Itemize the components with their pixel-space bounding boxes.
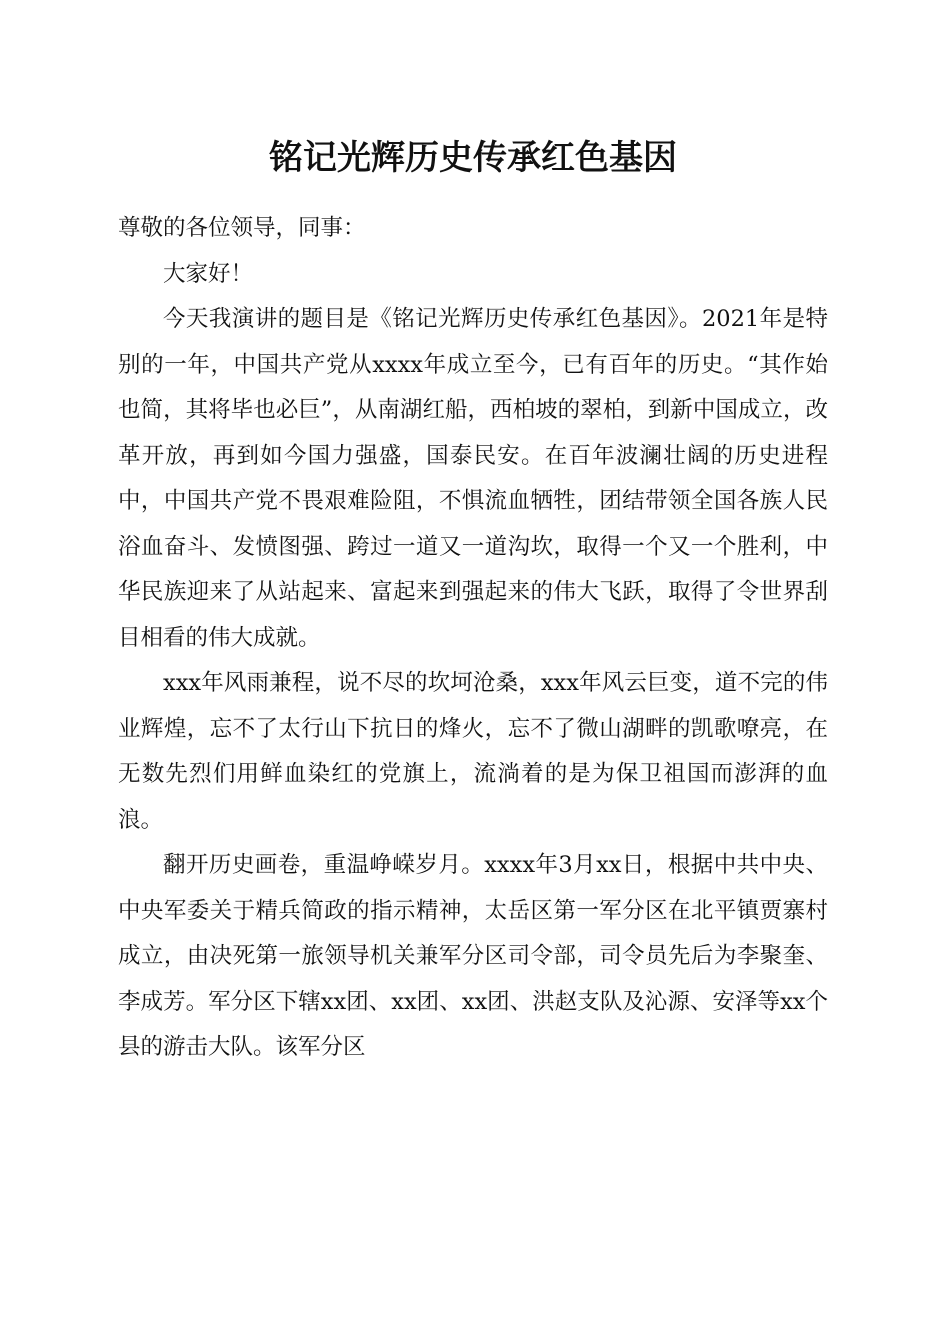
salutation: 尊敬的各位领导，同事：	[118, 215, 366, 241]
document-body	[118, 206, 828, 1071]
paragraph-greeting: 大家好！	[163, 260, 254, 287]
document-page	[118, 0, 828, 1344]
paragraph-military-district: 翻开历史画卷，重温峥嵘岁月。xxxx年3月xx日，根据中共中央、中央军委关于精兵简政的指示精神，太岳区第一军分区在北平镇贾寨村成立，由决死第一旅领导机关兼军分区司令部，司令员先后为李聚奎、李成芳。军分区下辖xx团、xx团、xx团、洪赵支队及沁源、安泽等xx个县的游击大队。该军分区	[118, 852, 828, 1060]
paragraph-history-years: xxx年风雨兼程，说不尽的坎坷沧桑，xxx年风云巨变，道不完的伟业辉煌，忘不了太行山下抗日的烽火，忘不了微山湖畔的凯歌嘹亮，在无数先烈们用鲜血染红的党旗上，流淌着的是为保卫祖国而澎湃的血浪。	[118, 670, 828, 833]
document-title: 铭记光辉历史传承红色基因	[269, 138, 677, 178]
paragraph-speech-topic: 今天我演讲的题目是《铭记光辉历史传承红色基因》。2021年是特别的一年，中国共产党从xxxx年成立至今，已有百年的历史。“其作始也简，其将毕也必巨”，从南湖红船，西柏坡的翠柏，到新中国成立，改革开放，再到如今国力强盛，国泰民安。在百年波澜壮阔的历史进程中，中国共产党不畏艰难险阻，不惧流血牺牲，团结带领全国各族人民浴血奋斗、发愤图强、跨过一道又一道沟坎，取得一个又一个胜利，中华民族迎来了从站起来、富起来到强起来的伟大飞跃，取得了令世界刮目相看的伟大成就。	[118, 306, 828, 651]
